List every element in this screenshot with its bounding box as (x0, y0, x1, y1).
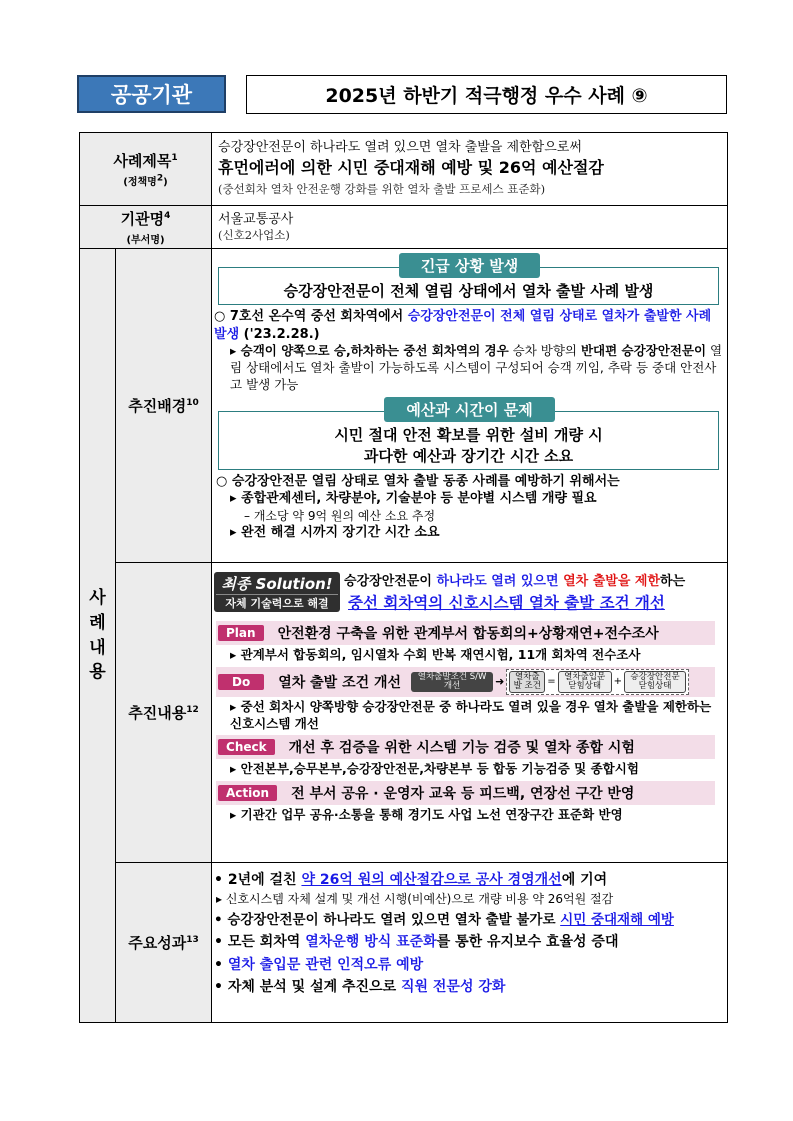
do-condition-group (506, 669, 689, 695)
solution-badge-sub: 자체 기술력으로 해결 (225, 596, 329, 610)
result-3 (214, 931, 723, 953)
solution-line2: 중선 회차역의 신호시스템 열차 출발 조건 개선 (348, 594, 665, 612)
agency-row (80, 206, 728, 249)
case-title-content (212, 133, 728, 206)
side-label-char: 례 (89, 612, 106, 633)
result-2 (214, 910, 723, 932)
bg-para1-c: ('23.2.28.) (239, 326, 320, 342)
result-1-sub: ▸ 신호시스템 자체 설계 및 개선 시행(비예산)으로 개량 비용 약 26억원 절감 (216, 892, 614, 907)
result-3-a: • 모든 회차역 (214, 934, 306, 951)
budget-box-line2: 과다한 예산과 장기간 시간 소요 (363, 446, 574, 465)
case-title-line3: (중선회차 열차 안전운행 강화를 위한 열차 출발 프로세스 표준화) (218, 182, 546, 196)
results-label: 주요성과 (128, 934, 187, 952)
result-4-b: 열차 출입문 관련 인적오류 예방 (227, 956, 424, 973)
solution-d: 하는 (660, 574, 686, 589)
result-5 (214, 976, 723, 998)
do-box-psd: 승강장안전문 닫힘상태 (624, 671, 686, 693)
do-title: 열차 출발 조건 개선 (278, 674, 402, 691)
result-2-a: • 승강장안전문이 하나라도 열려 있으면 열차 출발 불가로 (214, 911, 561, 928)
case-title-row (80, 133, 728, 206)
result-5-b: 직원 전문성 강화 (400, 978, 506, 995)
urgent-banner-text: 긴급 상황 발생 (399, 253, 540, 278)
background-content (212, 249, 728, 563)
bg-para1-a: ○ 7호선 온수역 중선 회차역에서 (214, 309, 408, 324)
agency-label: 기관명 (120, 210, 165, 228)
action-title: 전 부서 공유 · 운영자 교육 등 피드백, 연장선 구간 반영 (291, 786, 635, 803)
case-title-line1: 승강장안전문이 하나라도 열려 있으면 열차 출발을 제한함으로써 (218, 140, 582, 155)
bg-para3: ○ 승강장안전문 열림 상태로 열차 출발 동종 사례를 예방하기 위해서는 (216, 473, 620, 489)
agency-label-cell (80, 206, 212, 249)
results-row (80, 863, 728, 1023)
bg-para2-d: 열림 상태에서도 열차 출발이 가능하도록 시스템이 구성되어 승객 끼임, 추락 등 중대 안전사고 발생 가능 (230, 343, 723, 392)
solution-text (344, 570, 685, 613)
do-desc: ▸ 중선 회차시 양쪽방향 승강장안전문 중 하나라도 열려 있을 경우 열차 출발을 제한하는 신호시스템 개선 (230, 698, 712, 731)
result-5-a: • 자체 분석 및 설계 추진으로 (214, 978, 401, 995)
action-bar (216, 781, 715, 805)
results-label-cell (116, 863, 212, 1023)
bg-para1-b: 승강장안전문이 전체 열림 상태로 열차가 출발한 사례 발생 (214, 309, 712, 342)
result-1 (214, 869, 723, 891)
dept-name: (신호2사업소) (218, 228, 290, 242)
agency-name: 서울교통공사 (218, 212, 294, 227)
content-body (212, 563, 728, 863)
result-1-a: • 2년에 걸친 (214, 872, 302, 888)
result-1-c: 에 기여 (561, 872, 608, 888)
bg-para6: ▸ 완전 해결 시까지 장기간 시간 소요 (230, 525, 440, 540)
case-title-label: 사례제목 (113, 152, 172, 170)
do-bar: Do 열차 출발 조건 개선 열차출발조건 S/W 개선 ➜ 열차출발 조건 = 열차출입문 닫힘상태 + 승강장안전문 닫힘상태 (216, 667, 715, 697)
result-4-a: • (214, 956, 228, 973)
urgent-box: 승강장안전문이 전체 열림 상태에서 열차 출발 사례 발생 (218, 267, 719, 305)
side-label-cell (80, 249, 116, 1023)
check-title: 개선 후 검증을 위한 시스템 기능 검증 및 열차 종합 시험 (288, 740, 635, 757)
content-row (80, 563, 728, 863)
do-eq: = (547, 676, 556, 688)
category-badge (77, 75, 226, 113)
result-3-c: 를 통한 유지보수 효율성 증대 (436, 934, 619, 951)
dept-label: (부서명) (126, 235, 165, 246)
plan-bar (216, 621, 715, 645)
policy-name-label-end: ) (163, 177, 168, 188)
check-desc: ▸ 안전본부,승무본부,승강장안전문,차량본부 등 합동 기능검증 및 종합시험 (230, 761, 639, 777)
plan-title: 안전환경 구축을 위한 관계부서 합동회의+상황재연+전수조사 (277, 626, 659, 642)
results-content (212, 863, 728, 1023)
do-box-train-door: 열차출입문 닫힘상태 (558, 671, 612, 693)
result-1-b: 약 26억 원의 예산절감으로 공사 경영개선 (301, 872, 562, 888)
agency-content (212, 206, 728, 249)
bg-para2-b: 승차 방향의 (508, 343, 581, 359)
check-tag: Check (218, 739, 275, 755)
action-desc: ▸ 기관간 업무 공유·소통을 통해 경기도 사업 노선 연장구간 표준화 반영 (230, 807, 623, 823)
policy-name-label-sup: 2 (156, 173, 164, 184)
solution-c: 열차 출발을 제한 (563, 574, 661, 589)
result-2-b: 시민 중대재해 예방 (560, 911, 674, 928)
background-label-cell (116, 249, 212, 563)
case-table (79, 132, 728, 1023)
do-sw-box: 열차출발조건 S/W 개선 (411, 672, 493, 692)
results-label-sup: 13 (186, 935, 199, 945)
bg-para5: – 개소당 약 9억 원의 예산 소요 추정 (244, 508, 436, 523)
background-row (80, 249, 728, 563)
background-label: 추진배경 (128, 397, 187, 415)
plan-desc: ▸ 관계부서 합동회의, 임시열차 수회 반복 재연시험, 11개 회차역 전수조사 (230, 647, 641, 662)
content-label-sup: 12 (186, 705, 199, 715)
check-bar (216, 735, 715, 759)
result-4 (214, 954, 723, 976)
do-plus: + (613, 676, 623, 688)
side-label-char: 사 (89, 588, 106, 609)
bg-para4: ▸ 종합관제센터, 차량분야, 기술분야 등 분야별 시스템 개량 필요 (230, 491, 597, 507)
side-label-char: 내 (89, 637, 106, 658)
solution-a: 승강장안전문이 (344, 574, 437, 589)
bg-para2-c: 반대편 승강장안전문이 (580, 343, 707, 359)
solution-b: 하나라도 열려 있으면 (436, 574, 564, 589)
budget-box-line1: 시민 절대 안전 확보를 위한 설비 개량 시 (334, 425, 603, 444)
solution-badge (214, 572, 340, 612)
case-title-label-cell (80, 133, 212, 206)
do-box-condition: 열차출발 조건 (509, 671, 545, 693)
bg-para2-a: ▸ 승객이 양쪽으로 승,하차하는 중선 회차역의 경우 (230, 343, 509, 359)
plan-tag: Plan (218, 625, 264, 641)
content-label: 추진내용 (128, 704, 187, 722)
solution-row (214, 570, 725, 613)
side-label-char: 용 (89, 662, 106, 683)
background-label-sup: 10 (186, 398, 199, 408)
result-3-b: 열차운행 방식 표준화 (305, 934, 437, 951)
budget-banner-text: 예산과 시간이 문제 (384, 397, 554, 422)
category-badge-text: 공공기관 (110, 83, 193, 107)
action-tag: Action (218, 785, 277, 801)
solution-badge-title: 최종 Solution! (216, 573, 338, 595)
policy-name-label (80, 173, 211, 188)
case-title-label-sup: 1 (171, 153, 178, 163)
agency-label-sup: 4 (164, 211, 171, 221)
solution-line1 (344, 570, 685, 589)
policy-name-label-text: (정책명 (123, 177, 157, 188)
document-title-text: 2025년 하반기 적극행정 우수 사례 ⑨ (325, 85, 648, 107)
bg-para2 (214, 343, 725, 394)
case-title-line2: 휴먼에러에 의한 시민 중대재해 예방 및 26억 예산절감 (218, 158, 604, 177)
bg-para1 (214, 308, 725, 343)
document-title (246, 75, 727, 114)
content-label-cell (116, 563, 212, 863)
do-tag: Do (218, 674, 264, 690)
